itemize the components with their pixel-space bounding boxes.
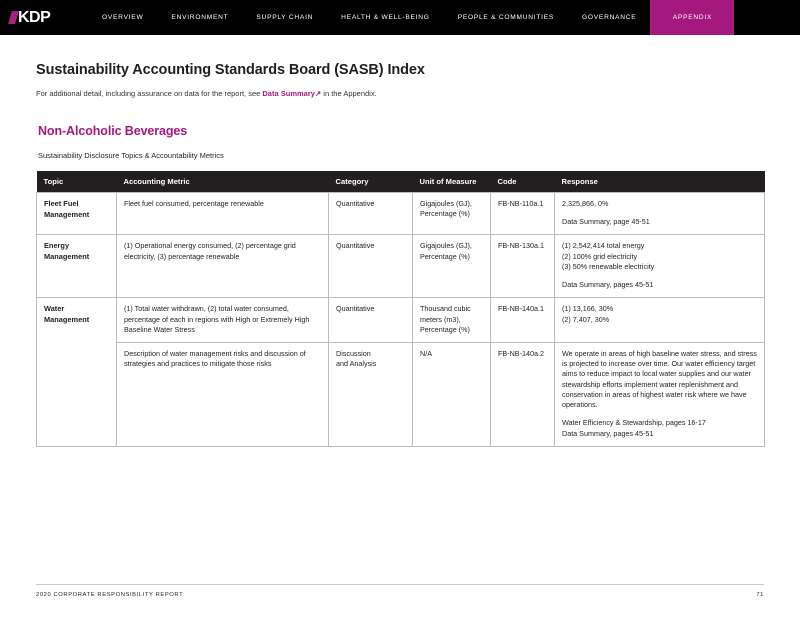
cell-category: Quantitative xyxy=(329,235,413,298)
table-row xyxy=(37,298,765,343)
table-row xyxy=(37,342,765,446)
cell-topic: Energy Management xyxy=(37,235,117,298)
cell-response xyxy=(555,342,765,446)
cell-metric: Description of water management risks and discussion of strategies and practices to mitigate those risks xyxy=(117,342,329,446)
footer-page-number: 71 xyxy=(756,592,764,598)
cell-topic: Fleet Fuel Management xyxy=(37,193,117,235)
data-summary-link[interactable] xyxy=(262,89,321,98)
nav-items xyxy=(86,0,800,35)
response-gap xyxy=(562,272,757,280)
column-header-topic: Topic xyxy=(37,171,117,193)
cell-category: Quantitative xyxy=(329,193,413,235)
table-header-row xyxy=(37,171,765,193)
column-header-unit-of-measure: Unit of Measure xyxy=(413,171,491,193)
sasb-index-table xyxy=(36,171,765,447)
data-summary-link-label: Data Summary xyxy=(262,89,315,98)
nav-item-people-communities[interactable]: PEOPLE & COMMUNITIES xyxy=(457,14,555,21)
response-reference: Data Summary, pages 45-51 xyxy=(562,280,654,290)
logo-text: KDP xyxy=(18,8,51,26)
intro-text-after: in the Appendix. xyxy=(321,89,377,98)
cell-unit: Gigajoules (GJ), Percentage (%) xyxy=(413,235,491,298)
cell-category: Quantitative xyxy=(329,298,413,343)
table-header xyxy=(37,171,765,193)
nav-item-governance[interactable]: GOVERNANCE xyxy=(582,14,637,21)
table-row xyxy=(37,193,765,235)
cell-code: FB-NB-110a.1 xyxy=(491,193,555,235)
cell-metric: (1) Operational energy consumed, (2) percentage grid electricity, (3) percentage renewable xyxy=(117,235,329,298)
nav-item-environment[interactable]: ENVIRONMENT xyxy=(171,14,229,21)
page-content xyxy=(0,62,800,447)
nav-item-overview[interactable]: OVERVIEW xyxy=(102,14,144,21)
intro-text-before: For additional detail, including assurance on data for the report, see xyxy=(36,89,263,98)
kdp-logo[interactable] xyxy=(0,0,86,35)
cell-response xyxy=(555,235,765,298)
top-navigation-bar xyxy=(0,0,800,35)
nav-item-supply-chain[interactable]: SUPPLY CHAIN xyxy=(256,14,314,21)
table-row xyxy=(37,235,765,298)
cell-unit: Thousand cubic meters (m3), Percentage (%) xyxy=(413,298,491,343)
footer-report-name: 2020 CORPORATE RESPONSIBILITY REPORT xyxy=(36,592,184,598)
section-subtitle: Sustainability Disclosure Topics & Accountability Metrics xyxy=(38,151,224,160)
response-primary: 2,325,866, 0% xyxy=(562,199,609,208)
section-title: Non-Alcoholic Beverages xyxy=(38,124,188,138)
page-intro xyxy=(36,89,764,98)
cell-code: FB-NB-140a.2 xyxy=(491,342,555,446)
cell-code: FB-NB-140a.1 xyxy=(491,298,555,343)
response-gap xyxy=(562,209,757,217)
nav-item-health-well-being[interactable]: HEALTH & WELL-BEING xyxy=(341,14,430,21)
response-primary: (1) 2,542,414 total energy (2) 100% grid electricity (3) 50% renewable electricity xyxy=(562,241,655,271)
response-gap xyxy=(562,410,757,418)
table-body xyxy=(37,193,765,447)
cell-category: Discussion and Analysis xyxy=(329,342,413,446)
cell-metric: (1) Total water withdrawn, (2) total water consumed, percentage of each in regions with High or Extremely High Baseline Water Stress xyxy=(117,298,329,343)
nav-item-appendix[interactable]: APPENDIX xyxy=(650,0,734,35)
column-header-code: Code xyxy=(491,171,555,193)
column-header-category: Category xyxy=(329,171,413,193)
cell-unit: Gigajoules (GJ), Percentage (%) xyxy=(413,193,491,235)
response-reference: Water Efficiency & Stewardship, pages 16-17 Data Summary, pages 45-51 xyxy=(562,418,706,438)
external-link-icon: ↗ xyxy=(314,89,322,98)
column-header-response: Response xyxy=(555,171,765,193)
response-primary: We operate in areas of high baseline water stress, and stress is projected to increase over time. Our water efficiency target aims to reduce impact to local water supplies and our water stewardship efforts implement water replenishment and conservation in areas of highest water risk where we have operations. xyxy=(562,348,757,410)
page-title: Sustainability Accounting Standards Board (SASB) Index xyxy=(36,62,425,78)
page-footer xyxy=(36,584,764,598)
cell-metric: Fleet fuel consumed, percentage renewable xyxy=(117,193,329,235)
cell-unit: N/A xyxy=(413,342,491,446)
cell-topic: Water Management xyxy=(37,298,117,446)
cell-response xyxy=(555,193,765,235)
column-header-accounting-metric: Accounting Metric xyxy=(117,171,329,193)
cell-response: (1) 13,166, 30% (2) 7,407, 30% xyxy=(555,298,765,343)
cell-code: FB-NB-130a.1 xyxy=(491,235,555,298)
response-reference: Data Summary, page 45-51 xyxy=(562,217,650,227)
